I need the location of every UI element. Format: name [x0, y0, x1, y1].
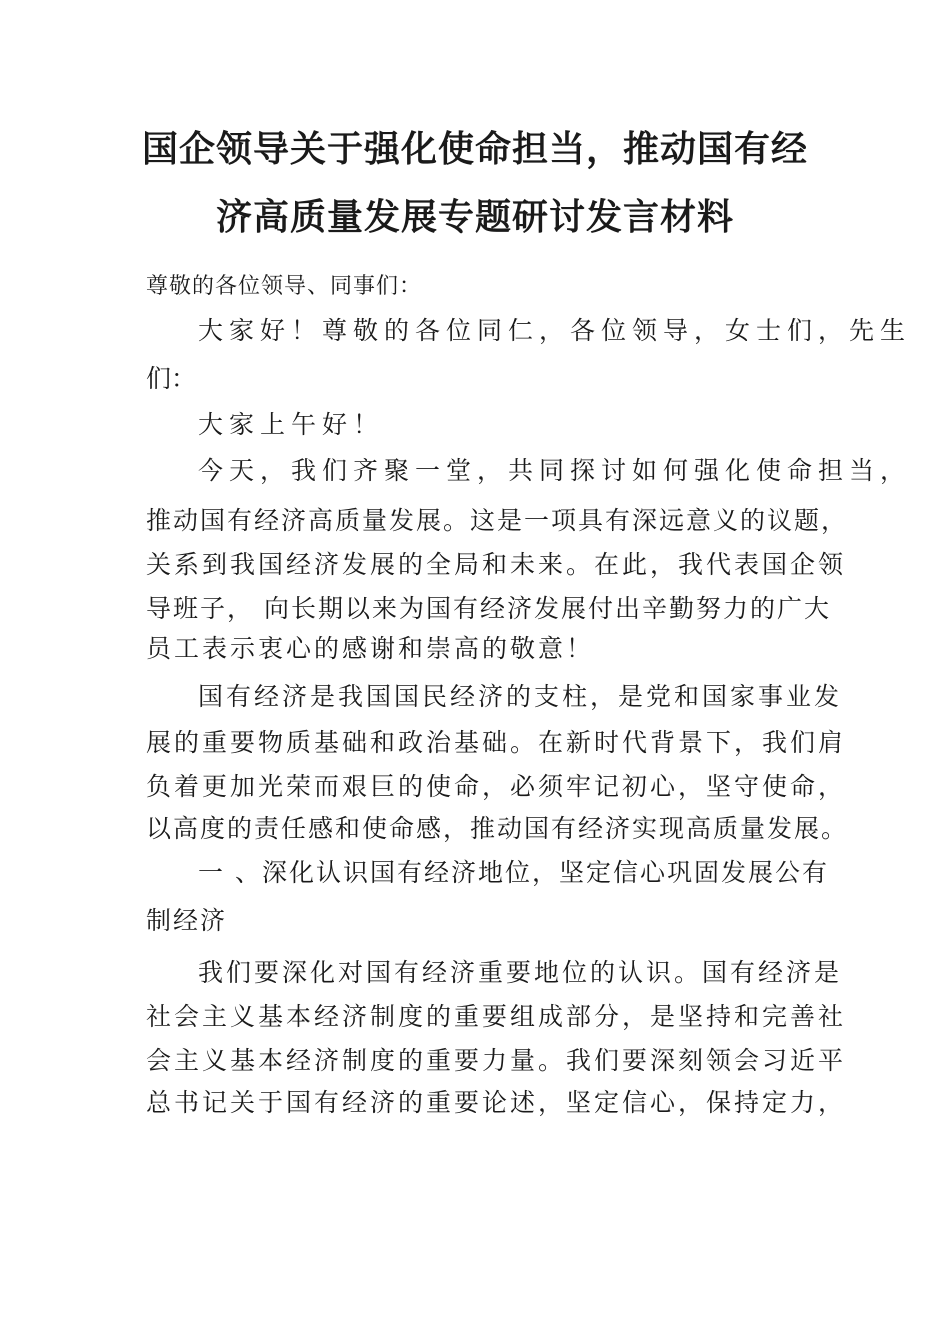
salutation: 尊敬的各位领导、同事们：	[146, 274, 423, 299]
section-heading-line: 一 、深化认识国有经济地位，坚定信心巩固发展公有	[198, 858, 829, 887]
document-title-line-2: 济高质量发展专题研讨发言材料	[215, 197, 734, 238]
paragraph-line: 以高度的责任感和使命感，推动国有经济实现高质量发展。	[146, 814, 849, 843]
paragraph-line: 关系到我国经济发展的全局和未来。在此，我代表国企领	[146, 550, 847, 579]
paragraph-line: 导班子， 向长期以来为国有经济发展付出辛勤努力的广大	[146, 594, 831, 623]
paragraph-line: 员工表示衷心的感谢和崇高的敬意！	[146, 634, 595, 663]
paragraph-line: 负着更加光荣而艰巨的使命，必须牢记初心，坚守使命，	[146, 772, 847, 801]
paragraph-line: 社会主义基本经济制度的重要组成部分，是坚持和完善社	[146, 1002, 847, 1031]
paragraph-line: 总书记关于国有经济的重要论述，坚定信心，保持定力，	[146, 1088, 847, 1117]
paragraph-line: 展的重要物质基础和政治基础。在新时代背景下，我们肩	[146, 728, 847, 757]
paragraph-line: 大家上午好！	[198, 410, 385, 439]
paragraph-line: 会主义基本经济制度的重要力量。我们要深刻领会习近平	[146, 1046, 847, 1075]
paragraph-line: 推动国有经济高质量发展。这是一项具有深远意义的议题，	[146, 506, 849, 535]
section-heading-line: 制经济	[146, 906, 228, 935]
paragraph-line: 我们要深化对国有经济重要地位的认识。国有经济是	[198, 958, 843, 987]
paragraph-line: 今天，我们齐聚一堂，共同探讨如何强化使命担当，	[198, 456, 912, 485]
paragraph-line: 国有经济是我国国民经济的支柱，是党和国家事业发	[198, 682, 843, 711]
paragraph-line: 们：	[146, 364, 197, 393]
document-title-line-1: 国企领导关于强化使命担当，推动国有经	[141, 129, 808, 170]
paragraph-line: 大家好！尊敬的各位同仁，各位领导，女士们，先生	[198, 316, 912, 345]
